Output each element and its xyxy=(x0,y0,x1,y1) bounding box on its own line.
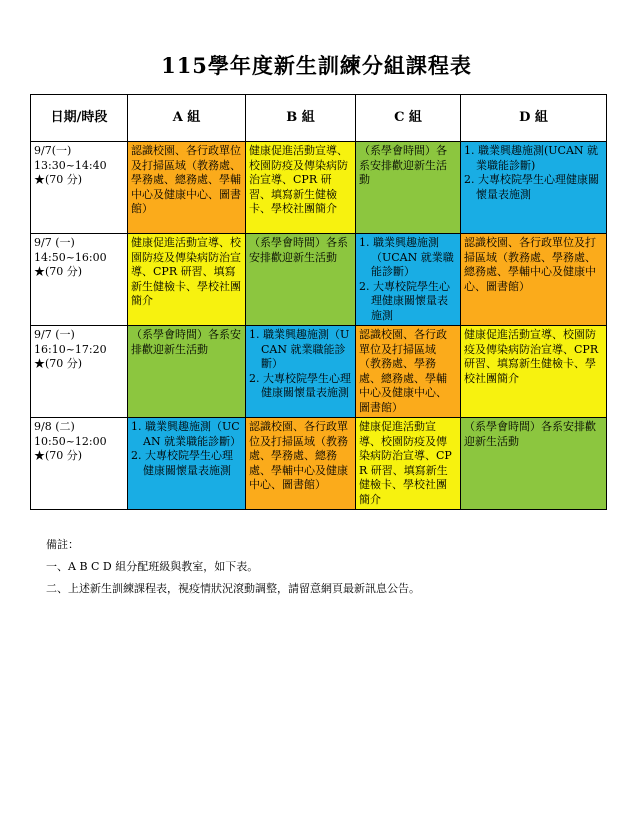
session-text: 認識校園、各行政單位及打掃區域（教務處、學務處、總務處、學輔中心及健康中心、圖書館） xyxy=(359,328,447,414)
session-text: 1. 職業興趣施測(UCAN 就業職能診斷) xyxy=(464,144,599,172)
period-line: 9/7(一) xyxy=(34,144,72,157)
note-item: 一、A B C D 組分配班級與教室，如下表。 xyxy=(46,560,259,573)
session-text: （系學會時間）各系安排歡迎新生活動 xyxy=(249,236,348,264)
session-cell xyxy=(128,234,246,326)
note-item: 二、上述新生訓練課程表，視疫情狀況滾動調整，請留意網頁最新訊息公告。 xyxy=(46,582,420,595)
period-line: 14:50~16:00 xyxy=(34,250,107,264)
header-group-a: A 組 xyxy=(128,95,246,142)
session-text: 1. 職業興趣施測（UCAN 就業職能診斷） xyxy=(249,328,350,370)
table-row xyxy=(31,418,607,510)
page-title: 115學年度新生訓練分組課程表 xyxy=(161,53,472,78)
session-text: 認識校園、各行政單位及打掃區域（教務處、學務處、總務處、學輔中心及健康中心、圖書館） xyxy=(464,236,596,293)
session-text: （系學會時間）各系安排歡迎新生活動 xyxy=(359,144,447,186)
session-text: 認識校園、各行政單位及打掃區域（教務處、學務處、總務處、學輔中心及健康中心、圖書館） xyxy=(131,144,241,215)
session-cell xyxy=(246,142,356,234)
period-cell xyxy=(31,326,128,418)
session-text: 健康促進活動宣導、校園防疫及傳染病防治宣導、CPR 研習、填寫新生健檢卡、學校社團簡介 xyxy=(359,420,452,506)
session-cell xyxy=(128,418,246,510)
session-text: （系學會時間）各系安排歡迎新生活動 xyxy=(464,420,596,448)
session-text: 認識校園、各行政單位及打掃區域（教務處、學務處、總務處、學輔中心及健康中心、圖書館） xyxy=(249,420,348,491)
table-header-row xyxy=(31,95,607,142)
header-group-c: C 組 xyxy=(356,95,461,142)
period-cell xyxy=(31,142,128,234)
period-line: 9/8 (二) xyxy=(34,420,75,433)
table-row xyxy=(31,234,607,326)
period-line: 13:30~14:40 xyxy=(34,158,107,172)
period-line: ★(70 分) xyxy=(34,449,83,462)
notes xyxy=(46,534,420,600)
session-cell xyxy=(246,326,356,418)
session-text: 2. 大專校院學生心理健康關懷量表施測 xyxy=(464,173,599,201)
period-line: ★(70 分) xyxy=(34,357,83,370)
period-line: ★(70 分) xyxy=(34,173,83,186)
session-cell xyxy=(128,326,246,418)
session-cell xyxy=(461,142,607,234)
session-text: 1. 職業興趣施測（UCAN 就業職能診斷） xyxy=(359,236,454,278)
session-cell xyxy=(461,234,607,326)
period-line: 9/7 (一) xyxy=(34,328,75,341)
notes-heading: 備註： xyxy=(46,538,79,551)
session-text: 健康促進活動宣導、校園防疫及傳染病防治宣導、CPR 研習、填寫新生健檢卡、學校社團簡介 xyxy=(464,328,599,385)
session-text: 2. 大專校院學生心理健康關懷量表施測 xyxy=(359,279,450,322)
period-cell xyxy=(31,234,128,326)
session-text: 2. 大專校院學生心理健康關懷量表施測 xyxy=(131,449,233,477)
period-line: 16:10~17:20 xyxy=(34,342,107,356)
session-cell xyxy=(246,234,356,326)
session-cell xyxy=(461,326,607,418)
period-line: ★(70 分) xyxy=(34,265,83,278)
period-cell xyxy=(31,418,128,510)
session-text: 1. 職業興趣施測（UCAN 就業職能診斷） xyxy=(131,420,242,448)
session-cell xyxy=(128,142,246,234)
table-row xyxy=(31,142,607,234)
session-text: 健康促進活動宣導、校園防疫及傳染病防治宣導、CPR 研習、填寫新生健檢卡、學校社團簡介 xyxy=(131,236,241,307)
session-text: 2. 大專校院學生心理健康關懷量表施測 xyxy=(249,371,351,399)
session-cell xyxy=(356,142,461,234)
session-cell xyxy=(246,418,356,510)
period-line: 9/7 (一) xyxy=(34,236,75,249)
period-line: 10:50~12:00 xyxy=(34,434,107,448)
session-text: 健康促進活動宣導、校園防疫及傳染病防治宣導、CPR 研習、填寫新生健檢卡、學校社團簡介 xyxy=(249,144,348,215)
header-group-b: B 組 xyxy=(246,95,356,142)
session-cell xyxy=(461,418,607,510)
session-text: （系學會時間）各系安排歡迎新生活動 xyxy=(131,328,241,356)
session-cell xyxy=(356,418,461,510)
header-period: 日期/時段 xyxy=(31,95,128,142)
session-cell xyxy=(356,326,461,418)
session-cell xyxy=(356,234,461,326)
header-group-d: D 組 xyxy=(461,95,607,142)
schedule-table xyxy=(30,94,607,510)
table-row xyxy=(31,326,607,418)
